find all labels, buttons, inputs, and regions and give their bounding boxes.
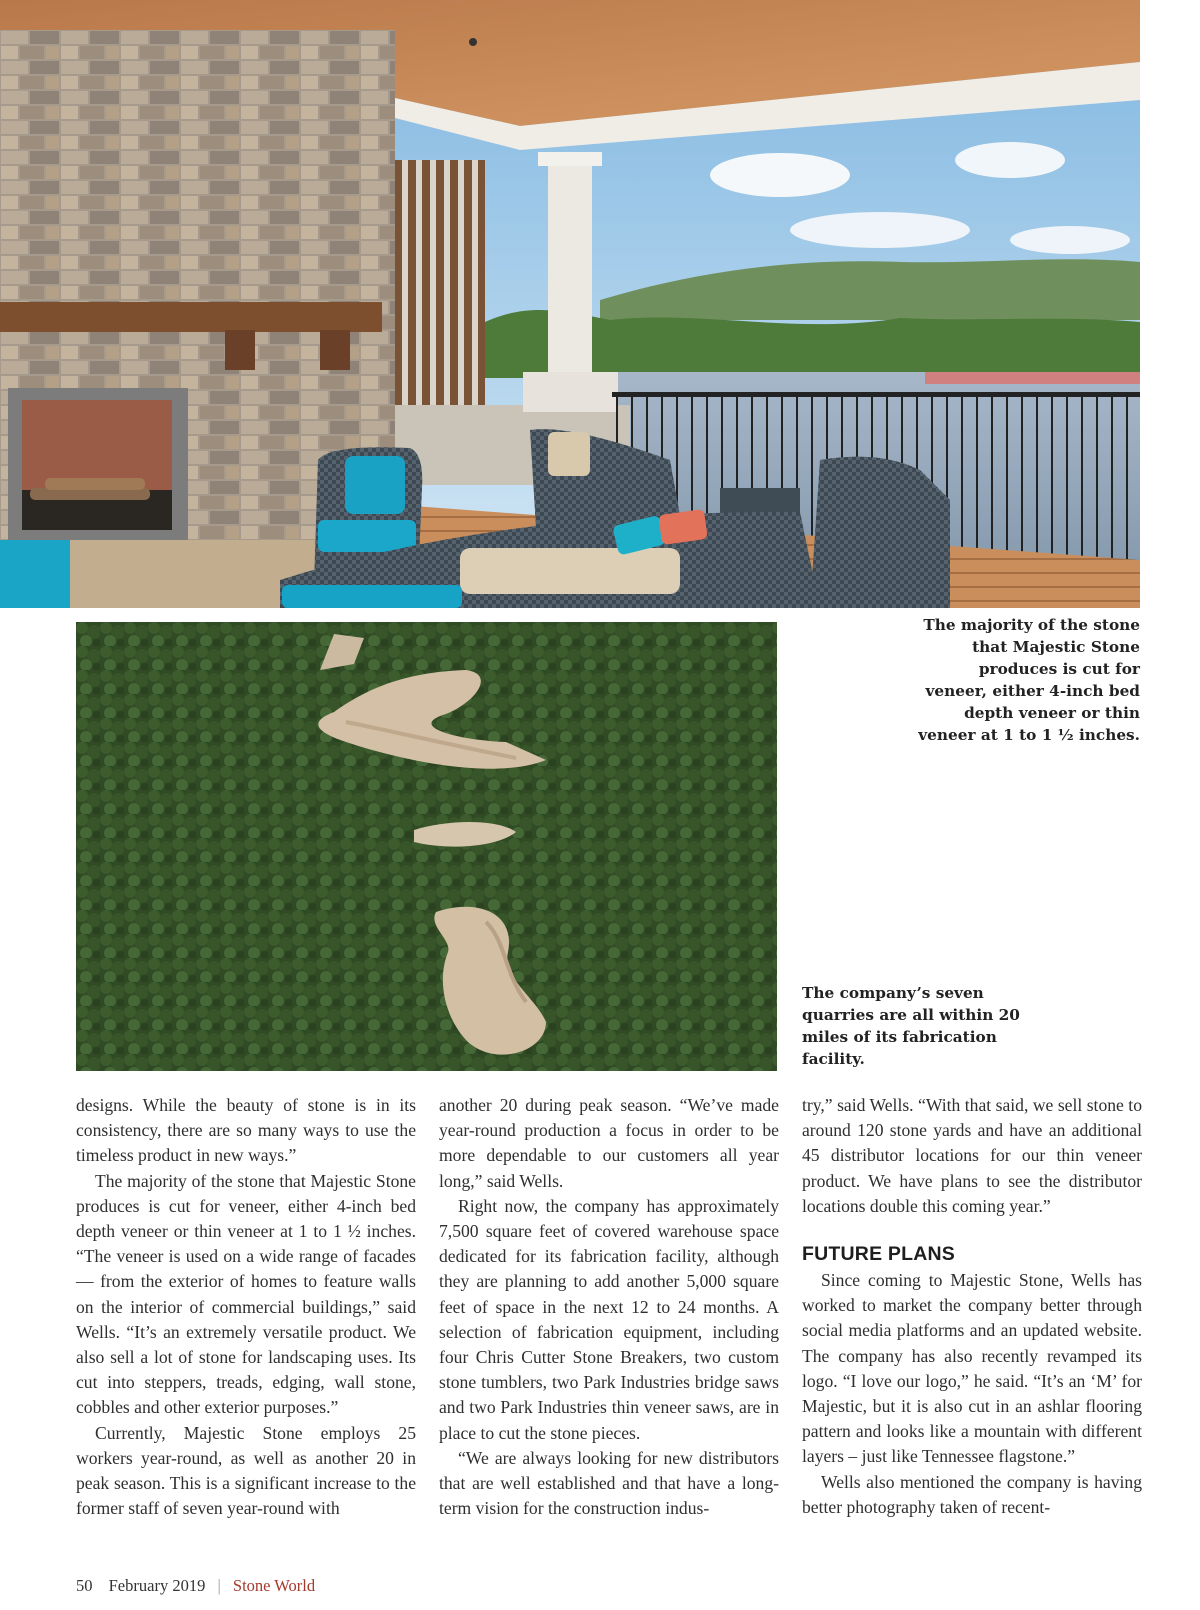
paragraph: try,” said Wells. “With that said, we sell stone to around 120 stone yards and have an additional 45 distributor locations for our thin veneer product. We have plans to see the distributor locations double this coming year.” <box>802 1095 1142 1216</box>
article-column-1 <box>76 1093 416 1521</box>
issue-date: February 2019 <box>108 1576 206 1595</box>
paragraph: The majority of the stone that Majestic Stone produces is cut for veneer, either 4-inch bed depth veneer or thin veneer at 1 to 1 ½ inches. “The veneer is used on a wide range of facades — from the exterior of homes to feature walls on the interior of commercial buildings,” said Wells. “It’s an extremely versatile product. We also sell a lot of stone for landscaping uses. Its cut into steppers, treads, edging, wall stone, cobbles and other exterior purposes.” <box>76 1170 416 1418</box>
paragraph: designs. While the beauty of stone is in its consistency, there are so many ways to use the timeless product in new ways.” <box>76 1095 416 1166</box>
photo-caption-veneer: The majority of the stone that Majestic Stone produces is cut for veneer, either 4-inch bed depth veneer or thin veneer at 1 to 1 ½ inches. <box>918 616 1140 744</box>
aerial-quarry-photo <box>76 622 777 1071</box>
photo-caption-quarries: The company’s seven quarries are all within 20 miles of its fabrication facility. <box>802 984 1020 1068</box>
paragraph: another 20 during peak season. “We’ve made year-round production a focus in order to be more dependable to our customers all year long,” said Wells. <box>439 1095 779 1191</box>
porch-photo <box>0 0 1140 608</box>
footer-separator: | <box>217 1576 221 1595</box>
paragraph: Wells also mentioned the company is having better photography taken of recent- <box>802 1471 1142 1517</box>
paragraph: “We are always looking for new distributors that are well established and that have a long-term vision for the construction indus- <box>439 1447 779 1519</box>
paragraph: Right now, the company has approximately 7,500 square feet of covered warehouse space dedicated for its fabrication facility, although they are planning to add another 5,000 square feet of space in the next 12 to 24 months. A selection of fabrication equipment, including four Chris Cutter Stone Breakers, two custom stone tumblers, two Park Industries bridge saws and two Park Industries thin veneer saws, are in place to cut the stone pieces. <box>439 1195 779 1443</box>
page-number: 50 <box>76 1576 93 1595</box>
magazine-name: Stone World <box>232 1576 316 1595</box>
paragraph: Since coming to Majestic Stone, Wells has worked to market the company better through social media platforms and an updated website. The company has also recently revamped its logo. “I love our logo,” he said. “It’s an ‘M’ for Majestic, but it is also cut in an ashlar flooring pattern and looks like a mountain with different layers – just like Tennessee flagstone.” <box>802 1270 1142 1467</box>
paragraph: Currently, Majestic Stone employs 25 workers year-round, as well as another 20 in peak season. This is a significant increase to the former staff of seven year-round with <box>76 1422 416 1519</box>
page-footer <box>76 1576 315 1596</box>
section-heading: FUTURE PLANS <box>802 1243 955 1266</box>
article-column-3 <box>802 1093 1142 1520</box>
article-column-2 <box>439 1093 779 1521</box>
